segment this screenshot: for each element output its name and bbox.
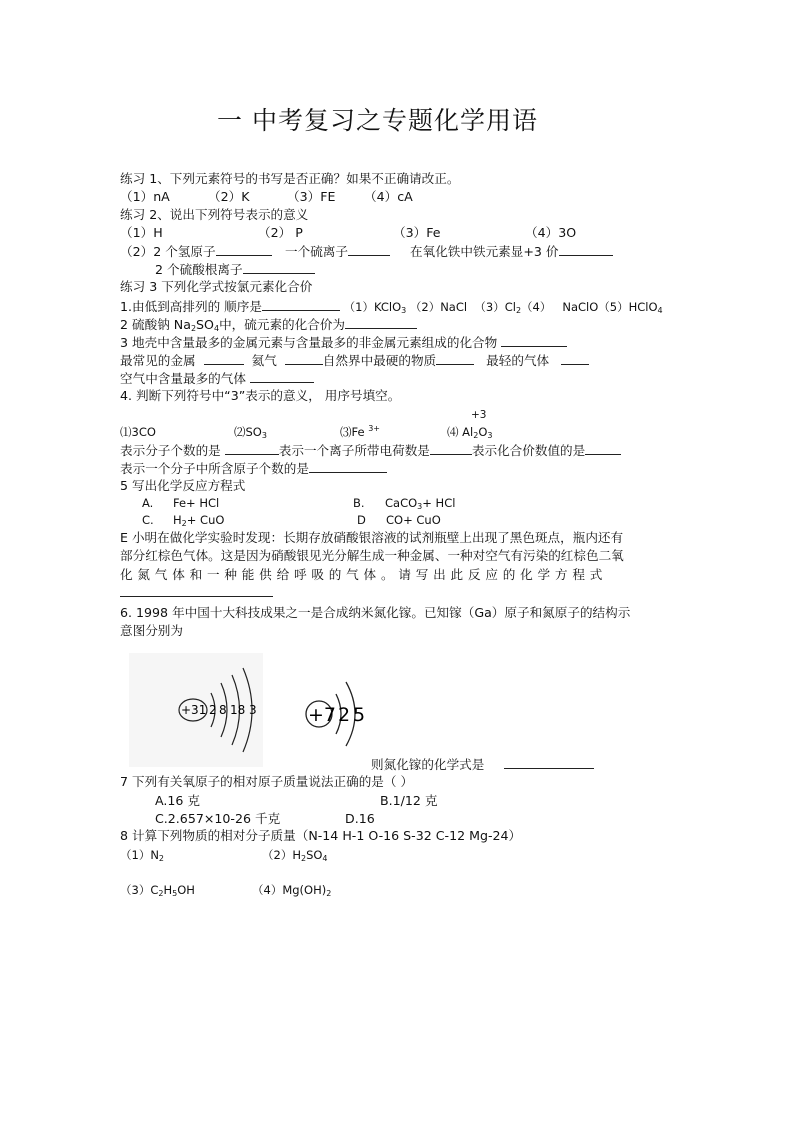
answer-blank[interactable]	[430, 441, 472, 455]
answer-blank[interactable]	[559, 242, 613, 256]
nitrogen-atom-diagram	[300, 670, 380, 760]
answer-blank[interactable]	[585, 441, 621, 455]
ex3-q3-line2: 最常见的金属 氦气 自然界中最硬的物质 最轻的气体	[120, 351, 589, 369]
ex2-question: 练习 2、说出下列符号表示的意义	[120, 207, 309, 222]
answer-blank[interactable]	[225, 441, 279, 455]
ex8-item-4: $(4)Mg(OH)_2$	[252, 883, 332, 898]
ex5-E-line3: 化 氮 气 体 和 一 种 能 供 给 呼 吸 的 气 体 。 请 写 出 此 反 应 的 化 学 方 程 式	[120, 567, 603, 582]
ex6-line2: 意图分别为	[120, 623, 183, 638]
ex5-B-label: B.	[353, 496, 365, 510]
ex8-item-1: $(1)N_2$	[120, 848, 165, 863]
ex3-q3: 3 地壳中含量最多的金属元素与含量最多的非金属元素组成的化合物	[120, 333, 567, 351]
nitrogen-shell-electrons-2: 5	[353, 704, 366, 726]
answer-blank[interactable]	[216, 242, 272, 256]
ex6-answer: 则氮化镓的化学式是	[371, 755, 594, 773]
ex2-item-4: （4）3O	[525, 225, 577, 240]
answer-blank[interactable]	[345, 315, 417, 329]
gallium-shell-electrons-1: 2	[209, 703, 217, 717]
nitrogen-shell-electrons-1: 2	[338, 704, 351, 726]
ex5-D-formula: CO+ CuO	[386, 513, 441, 527]
ex3-q1: 1.由低到高排列的 顺序是 （1）KClO$_3$ （2）NaCl $(3)Cl_2(4)$ NaClO（5）HClO$_4$	[120, 299, 663, 315]
ex4-valence-mark: +3	[471, 409, 487, 421]
ex7-option-B: B.1/12 克	[380, 793, 438, 808]
answer-blank[interactable]	[243, 260, 315, 274]
ex1-item-2: （2）K	[208, 189, 250, 204]
gallium-structure-svg	[129, 653, 263, 767]
ex5-question: 5 写出化学反应方程式	[120, 478, 246, 493]
ex6-line1: 6. 1998 年中国十大科技成果之一是合成纳米氮化镓。已知镓（Ga）原子和氮原子的结构示	[120, 605, 631, 620]
ex2-q2d: 2 个硫酸根离子	[155, 260, 315, 278]
answer-blank[interactable]	[436, 351, 474, 365]
gallium-shell-electrons-4: 3	[249, 703, 257, 717]
answer-blank[interactable]	[348, 242, 390, 256]
ex2-item-1: （1）H	[120, 225, 163, 240]
gallium-nucleus-charge: +31	[181, 703, 207, 717]
ex8-item-2: $(2)H_2SO_4$	[262, 848, 328, 863]
ex2-q2a: （2）2 个氢原子	[120, 242, 272, 260]
ex5-E-line2: 部分红棕色气体。这是因为硝酸银见光分解生成一种金属、一种对空气有污染的红棕色二氧	[120, 548, 624, 563]
answer-blank[interactable]	[204, 351, 244, 365]
ex5-D-label: D	[357, 513, 366, 527]
ex7-question: 7 下列有关氧原子的相对原子质量说法正确的是（ ）	[120, 774, 414, 789]
ex5-C-label: C.	[142, 513, 154, 527]
ex4-answers-1: 表示分子个数的是 表示一个离子所带电荷数是 表示化合价数值的是	[120, 441, 621, 459]
ex4-item-2: $⑵SO_3$	[234, 425, 267, 440]
ex4-question: 4. 判断下列符号中“3”表示的意义， 用序号填空。	[120, 388, 401, 403]
answer-blank[interactable]	[285, 351, 323, 365]
ex4-answers-2: 表示一个分子中所含原子个数的是	[120, 459, 387, 477]
ex4-item-4: ⑷ $Al_2O_3$	[447, 425, 493, 440]
ex3-q3-line3: 空气中含量最多的气体	[120, 369, 314, 387]
gallium-shell-electrons-2: 8	[219, 703, 227, 717]
nitrogen-nucleus-charge: +7	[308, 704, 337, 726]
answer-blank[interactable]	[504, 755, 594, 769]
ex5-C-formula: $H_2+$ CuO	[173, 513, 225, 528]
gallium-atom-diagram	[129, 653, 263, 767]
ex4-item-1: ⑴3CO	[120, 425, 156, 439]
ex5-E-line1: E 小明在做化学实验时发现：长期存放硝酸银溶液的试剂瓶壁上出现了黑色斑点，瓶内还有	[120, 530, 624, 545]
ex8-item-3: $(3)C_2H_5OH$	[120, 883, 195, 898]
ex2-q2c: 在氧化铁中铁元素显+3 价	[410, 242, 613, 260]
ex5-A-formula: Fe+ HCl	[173, 496, 220, 510]
answer-line[interactable]	[120, 596, 273, 597]
nitrogen-structure-svg	[300, 670, 380, 760]
ex5-B-formula: CaCO$_3$+ HCl	[385, 496, 456, 511]
ex7-option-A: A.16 克	[155, 793, 201, 808]
ex1-question: 练习 1、下列元素符号的书写是否正确？如果不正确请改正。	[120, 171, 460, 186]
answer-blank[interactable]	[501, 333, 567, 347]
ex8-question: 8 计算下列物质的相对分子质量（N-14 H-1 O-16 S-32 C-12 Mg-24）	[120, 828, 522, 843]
ex3-question: 练习 3 下列化学式按氯元素化合价	[120, 279, 313, 294]
ex5-A-label: A.	[142, 496, 154, 510]
ex1-item-1: （1）nA	[120, 189, 170, 204]
answer-blank[interactable]	[561, 351, 589, 365]
ex4-item-3: ⑶Fe $^{3+}$	[340, 424, 381, 439]
ex3-q2: 2 硫酸钠 $Na_2SO_4$中，硫元素的化合价为	[120, 315, 417, 333]
ex2-item-3: （3）Fe	[393, 225, 441, 240]
answer-blank[interactable]	[309, 459, 387, 473]
answer-blank[interactable]	[250, 369, 314, 383]
answer-blank[interactable]	[262, 297, 340, 311]
ex7-option-D: D.16	[345, 811, 375, 826]
ex2-q2b: 一个硫离子	[285, 242, 390, 260]
page-title: 一 中考复习之专题化学用语	[217, 106, 538, 135]
ex1-item-3: （3）FE	[287, 189, 336, 204]
ex1-item-4: （4）cA	[364, 189, 413, 204]
ex2-item-2: （2） P	[258, 225, 303, 240]
gallium-shell-electrons-3: 18	[230, 703, 246, 717]
ex7-option-C: C.2.657×10-26 千克	[155, 811, 281, 826]
